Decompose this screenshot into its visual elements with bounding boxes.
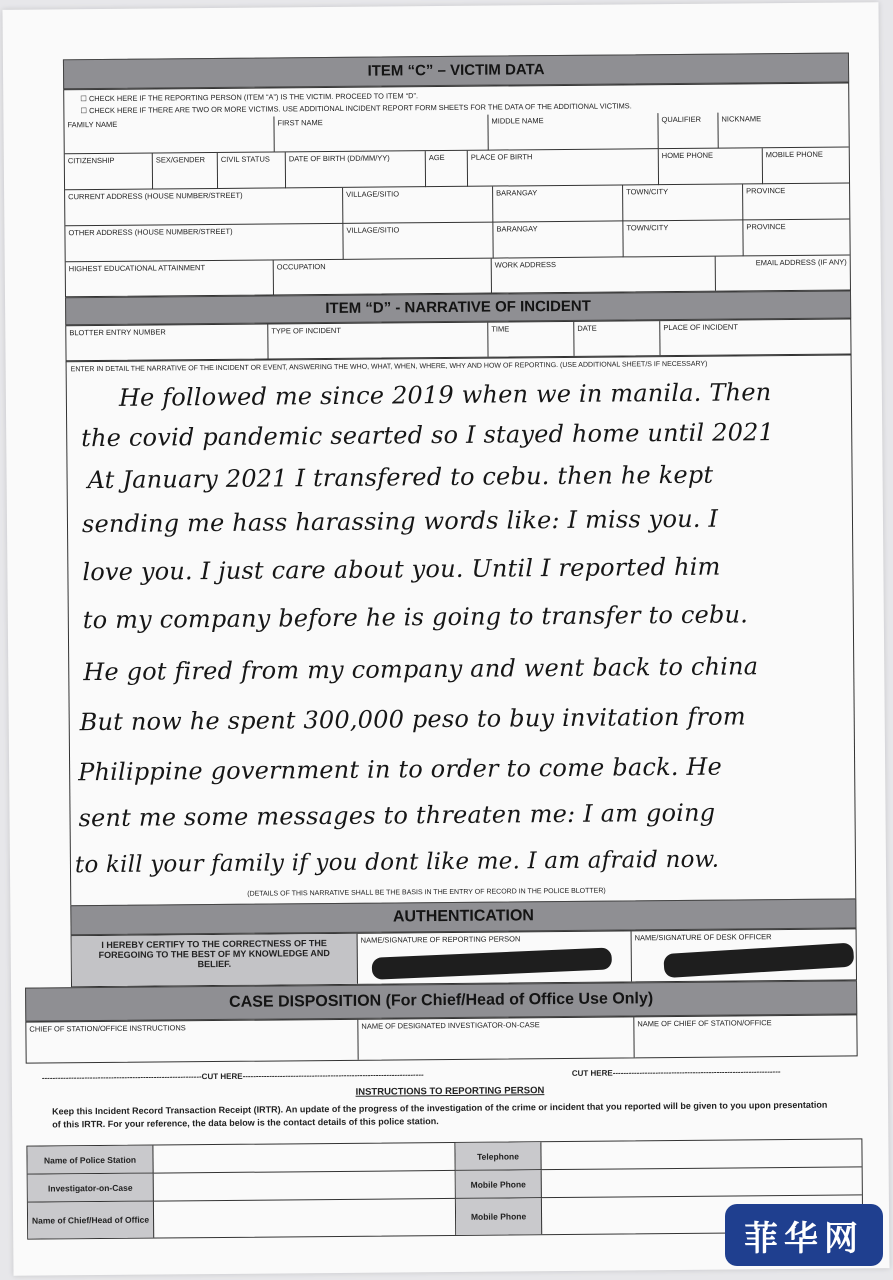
narrative-line: He followed me since 2019 when we in manila. Then bbox=[118, 378, 772, 412]
incident-report-form bbox=[2, 2, 889, 1276]
date-of-birth-field[interactable]: DATE OF BIRTH (DD/MM/YY) bbox=[286, 151, 426, 188]
family-name-field[interactable]: FAMILY NAME bbox=[64, 116, 274, 154]
mobile-phone-value-1[interactable] bbox=[542, 1167, 862, 1198]
place-of-incident-field[interactable]: PLACE OF INCIDENT bbox=[663, 322, 738, 333]
victim-data-table bbox=[63, 82, 851, 297]
date-field[interactable]: DATE bbox=[574, 321, 660, 356]
other-barangay-field[interactable]: BARANGAY bbox=[493, 221, 623, 258]
cut-line-right: CUT HERE--------------------------------------------------------------- bbox=[571, 1067, 781, 1078]
case-disposition-title: CASE DISPOSITION (For Chief/Head of Office Use Only) bbox=[229, 990, 654, 1011]
investigator-label: Investigator-on-Case bbox=[28, 1174, 154, 1203]
time-field[interactable]: TIME bbox=[488, 322, 574, 357]
chief-of-station-field[interactable]: NAME OF CHIEF OF STATION/OFFICE bbox=[637, 1018, 772, 1029]
narrative-line: Philippine government in to order to come back. He bbox=[78, 752, 723, 787]
narrative-line: But now he spent 300,000 peso to buy invitation from bbox=[79, 702, 746, 737]
work-address-field[interactable]: WORK ADDRESS bbox=[492, 257, 716, 293]
certify-text: I HEREBY CERTIFY TO THE CORRECTNESS OF THE FOREGOING TO THE BEST OF MY KNOWLEDGE AND BELIEF. bbox=[98, 938, 330, 970]
certify-statement bbox=[72, 934, 358, 986]
police-station-label: Name of Police Station bbox=[27, 1146, 153, 1175]
blotter-entry-field[interactable]: BLOTTER ENTRY NUMBER bbox=[66, 325, 268, 361]
desk-officer-signature[interactable]: NAME/SIGNATURE OF DESK OFFICER bbox=[634, 932, 772, 943]
investigator-on-case-field[interactable]: NAME OF DESIGNATED INVESTIGATOR-ON-CASE bbox=[358, 1017, 634, 1059]
age-field[interactable]: AGE bbox=[426, 151, 468, 187]
narrative-instruction: ENTER IN DETAIL THE NARRATIVE OF THE INCIDENT OR EVENT, ANSWERING THE WHO, WHAT, WHEN, WHERE, WHY AND HOW OF REPORTING. (USE ADDITIONAL SHEET/S IF NECESSARY) bbox=[70, 360, 708, 374]
case-disposition-table bbox=[25, 1014, 857, 1063]
watermark-logo bbox=[725, 1204, 883, 1266]
first-name-field[interactable]: FIRST NAME bbox=[274, 115, 488, 153]
qualifier-field[interactable]: QUALIFIER bbox=[658, 113, 718, 150]
narrative-line: the covid pandemic searted so I stayed home until 2021 bbox=[81, 418, 775, 453]
chief-head-label: Name of Chief/Head of Office bbox=[28, 1202, 154, 1239]
current-barangay-field[interactable]: BARANGAY bbox=[493, 185, 623, 222]
telephone-label: Telephone bbox=[455, 1142, 541, 1171]
chief-instructions-field[interactable]: CHIEF OF STATION/OFFICE INSTRUCTIONS bbox=[26, 1020, 358, 1063]
type-of-incident-field[interactable]: TYPE OF INCIDENT bbox=[268, 323, 488, 359]
authentication-table bbox=[71, 928, 857, 987]
occupation-field[interactable]: OCCUPATION bbox=[274, 259, 492, 295]
instructions-text: Keep this Incident Record Transaction Receipt (IRTR). An update of the progress of the investigation of the crime or incident that you reported will be given to you upon presentation of this IRTR. For your reference, the data below is the contact details of this police station. bbox=[52, 1099, 828, 1130]
cut-line-left: ------------------------------------------------------------CUT HERE-------------------------------------------------------------------- bbox=[41, 1070, 424, 1083]
current-town-field[interactable]: TOWN/CITY bbox=[623, 184, 743, 221]
watermark-text: 菲华网 bbox=[744, 1218, 864, 1259]
narrative-line: sent me some messages to threaten me: I am going bbox=[78, 798, 716, 833]
other-town-field[interactable]: TOWN/CITY bbox=[623, 220, 743, 257]
other-province-field[interactable]: PROVINCE bbox=[743, 219, 849, 256]
item-d-title: ITEM “D” - NARRATIVE OF INCIDENT bbox=[325, 297, 591, 318]
reporting-person-signature[interactable]: NAME/SIGNATURE OF REPORTING PERSON bbox=[358, 931, 632, 983]
instructions-title: INSTRUCTIONS TO REPORTING PERSON bbox=[355, 1085, 545, 1098]
item-c-title: ITEM “C” – VICTIM DATA bbox=[367, 61, 545, 80]
mobile-phone-field[interactable]: MOBILE PHONE bbox=[763, 147, 849, 184]
investigator-value[interactable] bbox=[154, 1171, 456, 1202]
check-multiple-victims[interactable]: ☐ CHECK HERE IF THERE ARE TWO OR MORE VICTIMS. USE ADDITIONAL INCIDENT REPORT FORM SHEETS FOR THE DATA OF THE ADDITIONAL VICTIMS. bbox=[80, 101, 632, 116]
narrative-line: sending me hass harassing words like: I miss you. I bbox=[81, 504, 719, 539]
mobile-phone-label-2: Mobile Phone bbox=[456, 1198, 542, 1235]
narrative-line: to kill your family if you dont like me. I am afraid now. bbox=[74, 846, 720, 879]
check-victim-is-reporter[interactable]: ☐ CHECK HERE IF THE REPORTING PERSON (ITEM “A”) IS THE VICTIM. PROCEED TO ITEM “D”. bbox=[80, 91, 419, 104]
narrative-box[interactable] bbox=[66, 354, 857, 905]
civil-status-field[interactable]: CIVIL STATUS bbox=[218, 152, 286, 189]
narrative-line: He got fired from my company and went back to china bbox=[83, 652, 759, 687]
telephone-value[interactable] bbox=[541, 1139, 861, 1170]
authentication-title: AUTHENTICATION bbox=[392, 907, 535, 926]
email-address-field[interactable]: EMAIL ADDRESS (IF ANY) bbox=[755, 257, 847, 268]
sex-gender-field[interactable]: SEX/GENDER bbox=[153, 153, 218, 190]
middle-name-field[interactable]: MIDDLE NAME bbox=[488, 113, 658, 150]
current-village-field[interactable]: VILLAGE/SITIO bbox=[343, 187, 493, 224]
other-address-field[interactable]: OTHER ADDRESS (HOUSE NUMBER/STREET) bbox=[65, 224, 343, 262]
home-phone-field[interactable]: HOME PHONE bbox=[659, 148, 763, 185]
current-province-field[interactable]: PROVINCE bbox=[743, 183, 849, 220]
narrative-line: love you. I just care about you. Until I reported him bbox=[82, 552, 721, 587]
police-station-value[interactable] bbox=[153, 1143, 455, 1174]
narrative-footer: (DETAILS OF THIS NARRATIVE SHALL BE THE BASIS IN THE ENTRY OF RECORD IN THE POLICE BLOTTER) bbox=[247, 887, 606, 898]
narrative-line: At January 2021 I transfered to cebu. then he kept bbox=[87, 460, 714, 495]
place-of-birth-field[interactable]: PLACE OF BIRTH bbox=[468, 149, 659, 187]
current-address-field[interactable]: CURRENT ADDRESS (HOUSE NUMBER/STREET) bbox=[65, 188, 343, 226]
education-field[interactable]: HIGHEST EDUCATIONAL ATTAINMENT bbox=[66, 260, 274, 296]
mobile-phone-label-1: Mobile Phone bbox=[456, 1170, 542, 1199]
nickname-field[interactable]: NICKNAME bbox=[718, 111, 848, 148]
chief-head-value[interactable] bbox=[154, 1199, 456, 1238]
citizenship-field[interactable]: CITIZENSHIP bbox=[65, 154, 153, 191]
narrative-line: to my company before he is going to transfer to cebu. bbox=[82, 600, 749, 635]
other-village-field[interactable]: VILLAGE/SITIO bbox=[343, 223, 493, 260]
